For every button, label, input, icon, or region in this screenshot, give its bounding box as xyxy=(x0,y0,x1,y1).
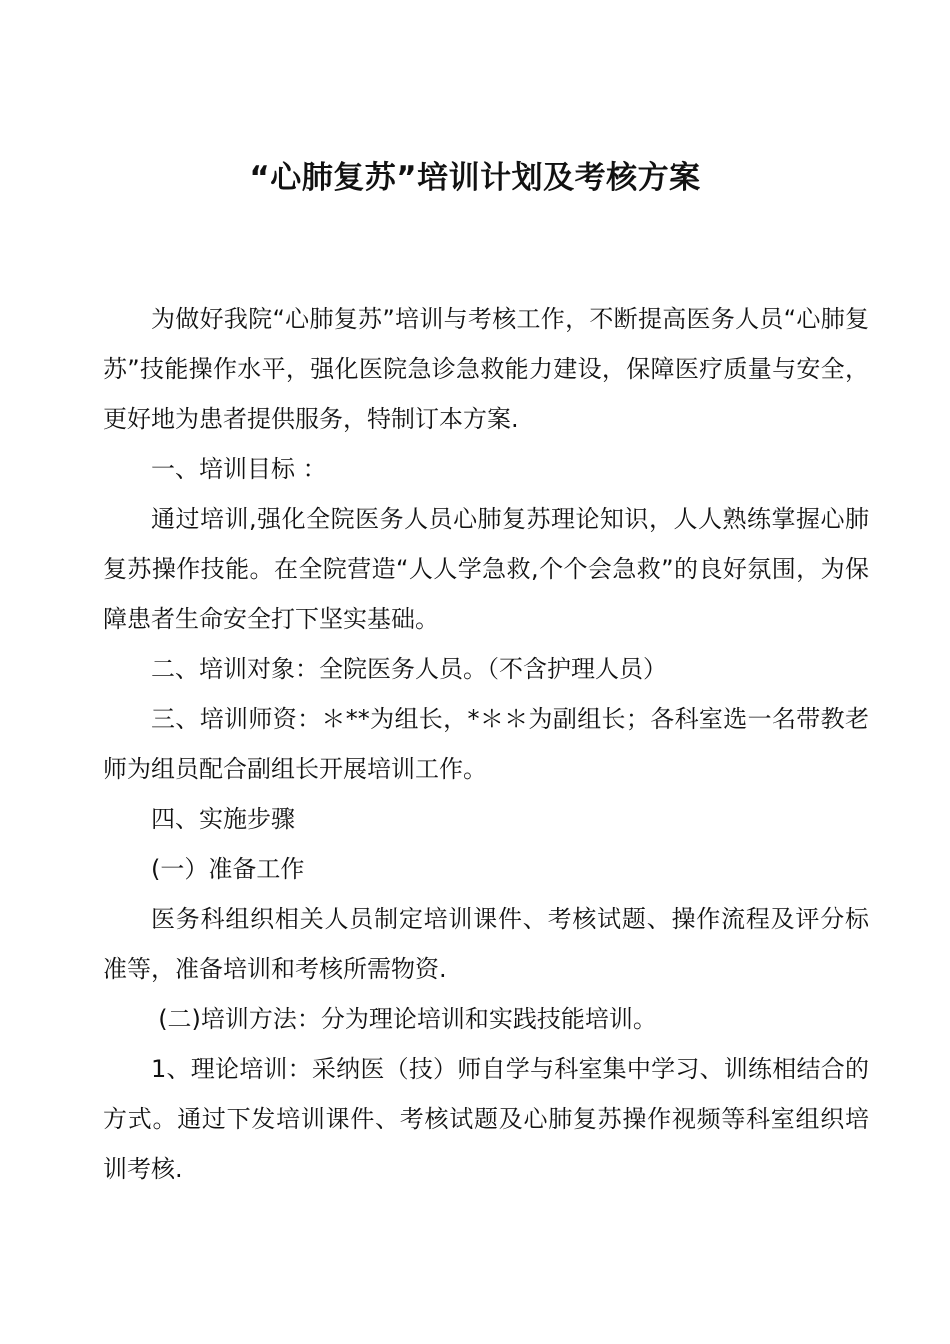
document-body xyxy=(103,294,869,1194)
section-heading-training-target: 二、培训对象：全院医务人员。（不含护理人员） xyxy=(151,655,667,683)
theory-training-paragraph: 1、理论培训：采纳医（技）师自学与科室集中学习、训练相结合的方式。通过下发培训课件、考核试题及心肺复苏操作视频等科室组织培训考核. xyxy=(103,1055,869,1183)
section-heading-training-faculty: 三、培训师资：＊**为组长，*＊＊为副组长；各科室选一名带教老师为组员配合副组长开展培训工作。 xyxy=(103,705,869,783)
intro-paragraph: 为做好我院“心肺复苏”培训与考核工作，不断提高医务人员“心肺复苏”技能操作水平，强化医院急诊急救能力建设，保障医疗质量与安全，更好地为患者提供服务，特制订本方案. xyxy=(103,305,869,433)
subsection-heading-training-method: (二)培训方法：分为理论培训和实践技能培训。 xyxy=(158,1005,657,1033)
training-goal-paragraph: 通过培训,强化全院医务人员心肺复苏理论知识，人人熟练掌握心肺复苏操作技能。在全院营造“人人学急救,个个会急救”的良好氛围，为保障患者生命安全打下坚实基础。 xyxy=(103,505,869,633)
subsection-heading-preparation: (一）准备工作 xyxy=(151,855,305,883)
document-title: “心肺复苏”培训计划及考核方案 xyxy=(249,160,701,196)
preparation-paragraph: 医务科组织相关人员制定培训课件、考核试题、操作流程及评分标准等，准备培训和考核所需物资. xyxy=(103,905,869,983)
section-heading-training-goal: 一、培训目标 ： xyxy=(151,455,327,483)
section-heading-implementation-steps: 四、实施步骤 xyxy=(151,805,295,833)
